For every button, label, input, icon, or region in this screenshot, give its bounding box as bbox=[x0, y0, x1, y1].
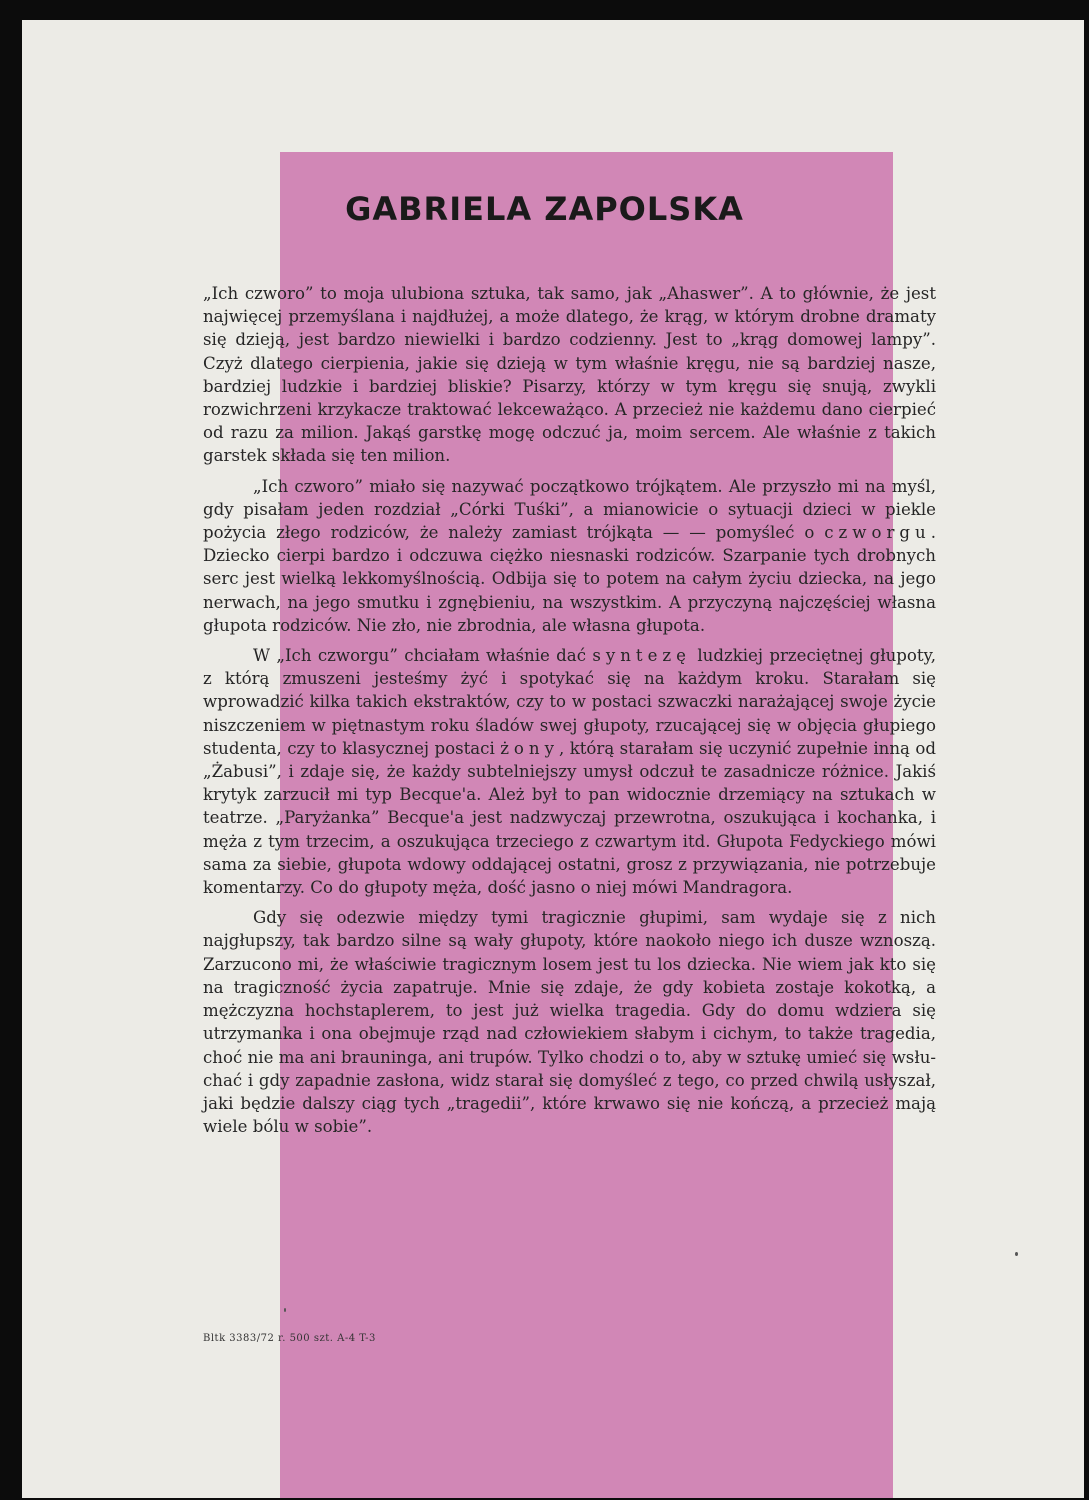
spaced-word-czworgu: czworgu bbox=[824, 523, 931, 543]
paragraph-2 bbox=[203, 475, 936, 637]
paragraph-3-text-a: W „Ich czworgu” chciałam właśnie dać bbox=[253, 646, 593, 666]
ink-speck bbox=[1015, 1252, 1018, 1256]
paragraph-2-text-b: . Dziecko cierpi bardzo i odczuwa ciężko niesnaski rodziców. Szarpanie tych drobnych serc jest wielką lekkomyślnością. Odbija się to potem na całym życiu dziecka, na jego nerwach, na jego smutku i zgnębieniu, na wszystkim. A przyczyną najczęściej własna głupota rodziców. Nie zło, nie zbrodnia, ale własna głupota. bbox=[203, 523, 936, 635]
paragraph-3 bbox=[203, 644, 936, 899]
paragraph-1 bbox=[203, 282, 936, 468]
paragraph-2-text-a: „Ich czworo” miało się nazywać początkowo trójkątem. Ale przyszło mi na myśl, gdy pisałam jeden rozdział „Córki Tuśki”, a mianowicie o sytuacji dzieci w piekle pożycia złego rodziców, że należy zamiast trójkąta — — pomyśleć o bbox=[203, 476, 936, 543]
paragraph-4-text: Gdy się odezwie między tymi tragicznie głupimi, sam wydaje się z nich najgłupszy, tak bardzo silne są wały głupoty, które naokoło niego ich dusze wznoszą. Zarzucono mi, że właściwie tragicznym losem jest tu los dziecka. Nie wiem jak kto się na tragiczność życia zapatruje. Mnie się zdaje, że gdy kobieta zostaje kokotką, a mężczyzna hochstaplerem, to jest już wielka tragedia. Gdy do domu wdziera się utrzymanka i ona obejmuje rząd nad człowiekiem słabym i cichym, to także tragedia, choć nie ma ani brauninga, ani trupów. Tylko chodzi o to, aby w sztukę umieć się wsłuchać i gdy zapadnie zasłona, widz starał się domyśleć z tego, co przed chwilą usłyszał, jaki będzie dalszy ciąg tych „tragedii”, które krwawo się nie kończą, a przecież mają wiele bólu w sobie”. bbox=[203, 908, 936, 1137]
page-title: GABRIELA ZAPOLSKA bbox=[345, 190, 744, 228]
paragraph-3-text-c: , którą starałam się uczynić zupełnie inną od „Żabusi”, i zdaje się, że każdy subtelniejszy umysł odczuł te zasadnicze różnice. Jakiś krytyk zarzucił mi typ Becque'a. Ależ był to pan widocznie drzemiący na sztukach w teatrze. „Paryżanka” Becque'a jest nadzwyczaj przewrotna, oszukująca i kochanka, i męża z tym trzecim, a oszukująca trzeciego z czwartym itd. Głupota Fedyckiego mówi sama za siebie, głupota wdowy oddającej ostatni, grosz z przywiązania, nie potrzebuje komentarzy. Co do głupoty męża, dość jasno o niej mówi Mandragora. bbox=[203, 738, 936, 898]
paragraph-3-text-b: ludzkiej przeciętnej głupoty, z którą zmuszeni jesteśmy żyć i spotykać się na każdym kroku. Starałam się wprowadzić kilka takich ekstraktów, czy to w postaci szwaczki narażającej swoje życie niszczeniem w piętnastym roku śladów swej głupoty, rzucającej się w objęcia głupiego studenta, czy to klasycznej postaci bbox=[203, 646, 936, 758]
spaced-word-zony: żony bbox=[500, 738, 559, 758]
spaced-word-synteze: syntezę bbox=[592, 646, 691, 666]
paragraph-4 bbox=[203, 906, 936, 1138]
article-body bbox=[203, 282, 936, 1145]
ink-speck bbox=[284, 1308, 286, 1312]
print-footer: Bltk 3383/72 r. 500 szt. A-4 T-3 bbox=[203, 1333, 376, 1344]
paragraph-1-text: „Ich czworo” to moja ulubiona sztuka, tak samo, jak „Ahaswer”. A to głównie, że jest najwięcej przemyślana i najdłużej, a może dlatego, że krąg, w którym drobne dramaty się dzieją, jest bardzo niewielki i bardzo codzienny. Jest to „krąg domowej lampy”. Czyż dlatego cierpienia, jakie się dzieją w tym właśnie kręgu, nie są bardziej nasze, bardziej ludzkie i bardziej bliskie? Pisarzy, którzy w tym kręgu się snują, zwykli rozwichrzeni krzykacze traktować lekceważąco. A przecież nie każdemu dano cierpieć od razu za milion. Jakąś garstkę mogę odczuć ja, moim sercem. Ale właśnie z takich garstek składa się ten milion. bbox=[203, 284, 936, 466]
